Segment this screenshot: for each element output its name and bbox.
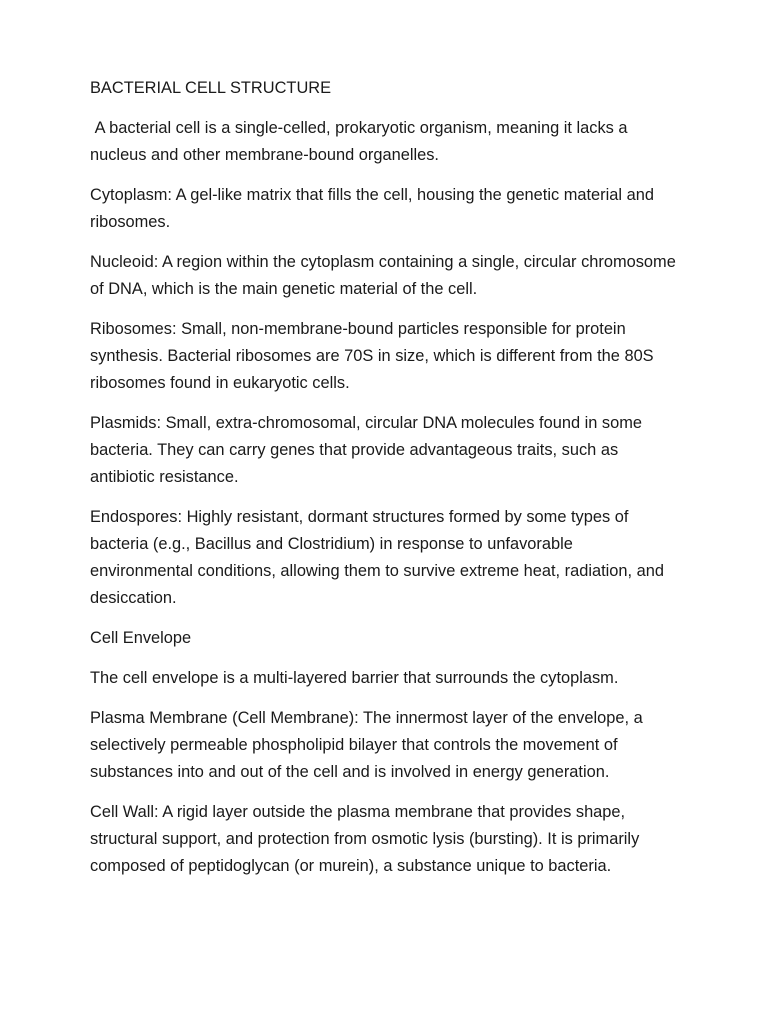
document-body [90, 75, 680, 893]
cell-wall-paragraph: Cell Wall: A rigid layer outside the plasma membrane that provides shape, structural support, and protection from osmotic lysis (bursting). It is primarily composed of peptidoglycan (or murein), a substance unique to bacteria. [90, 803, 640, 875]
intro-paragraph: A bacterial cell is a single-celled, prokaryotic organism, meaning it lacks a nucleus and other membrane-bound organelles. [90, 119, 633, 164]
ribosomes-paragraph: Ribosomes: Small, non-membrane-bound particles responsible for protein synthesis. Bacterial ribosomes are 70S in size, which is different from the 80S ribosomes found in eukaryotic cells. [90, 320, 654, 392]
plasma-membrane-paragraph: Plasma Membrane (Cell Membrane): The innermost layer of the envelope, a selectively permeable phospholipid bilayer that controls the movement of substances into and out of the cell and is involved in energy generation. [90, 709, 643, 781]
document-title: BACTERIAL CELL STRUCTURE [90, 79, 332, 97]
plasmids-paragraph: Plasmids: Small, extra-chromosomal, circular DNA molecules found in some bacteria. They can carry genes that provide advantageous traits, such as antibiotic resistance. [90, 414, 643, 486]
cytoplasm-paragraph: Cytoplasm: A gel-like matrix that fills the cell, housing the genetic material and ribosomes. [90, 186, 654, 231]
cell-envelope-paragraph: The cell envelope is a multi-layered barrier that surrounds the cytoplasm. [90, 669, 619, 687]
nucleoid-paragraph: Nucleoid: A region within the cytoplasm containing a single, circular chromosome of DNA, which is the main genetic material of the cell. [90, 253, 676, 298]
section-heading-cell-envelope: Cell Envelope [90, 629, 192, 647]
endospores-paragraph: Endospores: Highly resistant, dormant structures formed by some types of bacteria (e.g., Bacillus and Clostridium) in response to unfavorable environmental conditions, allowing them to survive extreme heat, radiation, and desiccation. [90, 508, 664, 607]
